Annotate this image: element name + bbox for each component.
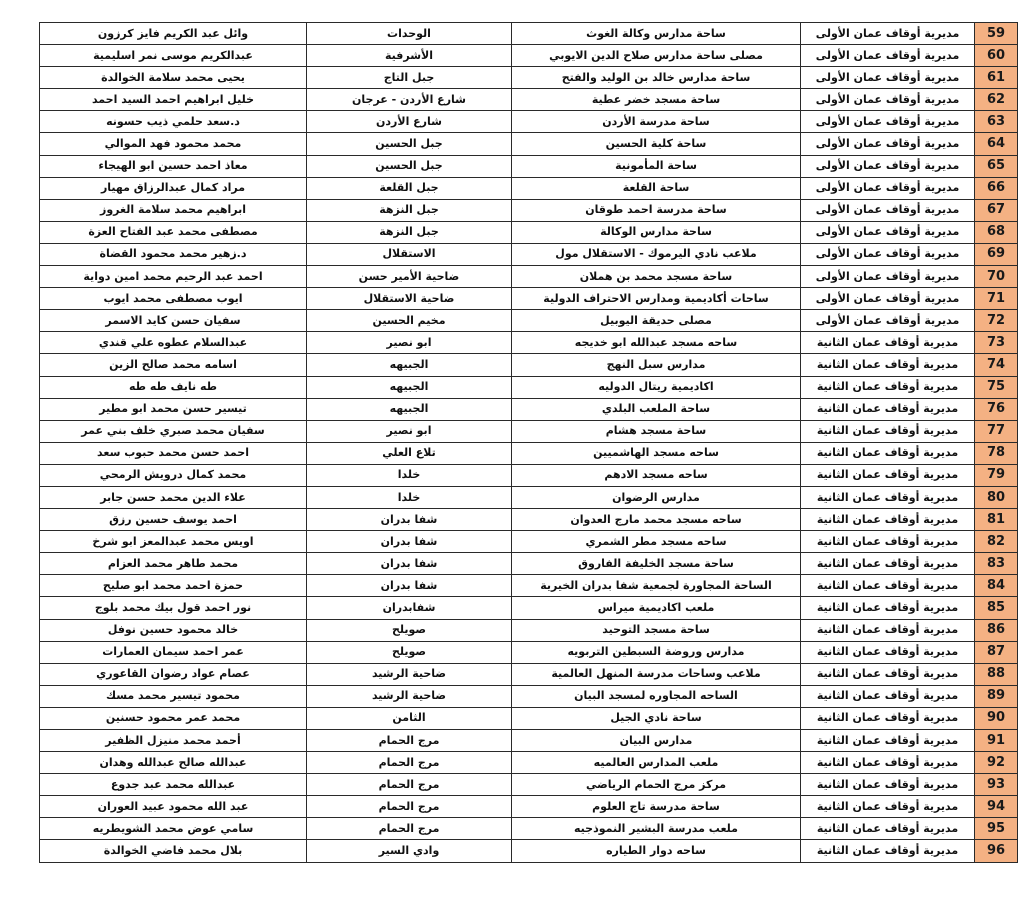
row-number: 80 xyxy=(975,486,1018,508)
site-cell: ساحة نادي الجيل xyxy=(512,707,801,729)
site-cell: ملاعب نادي اليرموك - الاستقلال مول xyxy=(512,243,801,265)
person-name-cell: محمد طاهر محمد العزام xyxy=(40,553,307,575)
row-number: 85 xyxy=(975,597,1018,619)
area-cell: جبل القلعة xyxy=(307,177,512,199)
person-name-cell: عبدالله صالح عبدالله وهدان xyxy=(40,752,307,774)
area-cell: شفا بدران xyxy=(307,531,512,553)
site-cell: ساحة مدارس الوكالة xyxy=(512,221,801,243)
table-row xyxy=(40,67,1018,89)
person-name-cell: سفيان محمد صبري خلف بني عمر xyxy=(40,420,307,442)
table-row xyxy=(40,420,1018,442)
row-number: 77 xyxy=(975,420,1018,442)
table-row xyxy=(40,398,1018,420)
row-number: 71 xyxy=(975,288,1018,310)
area-cell: الوحدات xyxy=(307,23,512,45)
table-body xyxy=(40,23,1018,863)
table-row xyxy=(40,199,1018,221)
site-cell: مدارس البيان xyxy=(512,730,801,752)
person-name-cell: سفيان حسن كايد الاسمر xyxy=(40,310,307,332)
person-name-cell: ايوب مصطفى محمد ايوب xyxy=(40,288,307,310)
table-row xyxy=(40,354,1018,376)
table-row xyxy=(40,45,1018,67)
directorate-cell: مديرية أوقاف عمان الثانية xyxy=(801,730,975,752)
area-cell: شفا بدران xyxy=(307,575,512,597)
document-sheet xyxy=(39,22,1017,863)
row-number: 79 xyxy=(975,464,1018,486)
row-number: 93 xyxy=(975,774,1018,796)
directorate-cell: مديرية أوقاف عمان الثانية xyxy=(801,597,975,619)
site-cell: ساحة مدارس وكالة الغوث xyxy=(512,23,801,45)
directorate-cell: مديرية أوقاف عمان الثانية xyxy=(801,575,975,597)
area-cell: الأشرفية xyxy=(307,45,512,67)
area-cell: ضاحية الرشيد xyxy=(307,663,512,685)
table-row xyxy=(40,486,1018,508)
person-name-cell: عمر احمد سيمان العمارات xyxy=(40,641,307,663)
person-name-cell: حمزة احمد محمد ابو صليح xyxy=(40,575,307,597)
table-row xyxy=(40,155,1018,177)
row-number: 73 xyxy=(975,332,1018,354)
directorate-cell: مديرية أوقاف عمان الثانية xyxy=(801,818,975,840)
table-row xyxy=(40,597,1018,619)
site-cell: ملعب اكاديمية ميراس xyxy=(512,597,801,619)
row-number: 62 xyxy=(975,89,1018,111)
directorate-cell: مديرية أوقاف عمان الثانية xyxy=(801,531,975,553)
directorate-cell: مديرية أوقاف عمان الأولى xyxy=(801,266,975,288)
row-number: 82 xyxy=(975,531,1018,553)
site-cell: مركز مرج الحمام الرياضي xyxy=(512,774,801,796)
table-row xyxy=(40,332,1018,354)
directorate-cell: مديرية أوقاف عمان الأولى xyxy=(801,111,975,133)
directorate-cell: مديرية أوقاف عمان الثانية xyxy=(801,354,975,376)
row-number: 81 xyxy=(975,509,1018,531)
table-row xyxy=(40,111,1018,133)
table-row xyxy=(40,442,1018,464)
directorate-cell: مديرية أوقاف عمان الأولى xyxy=(801,199,975,221)
directorate-cell: مديرية أوقاف عمان الثانية xyxy=(801,641,975,663)
row-number: 60 xyxy=(975,45,1018,67)
person-name-cell: خليل ابراهيم احمد السيد احمد xyxy=(40,89,307,111)
directorate-cell: مديرية أوقاف عمان الثانية xyxy=(801,398,975,420)
directorate-cell: مديرية أوقاف عمان الأولى xyxy=(801,23,975,45)
table-row xyxy=(40,707,1018,729)
area-cell: جبل التاج xyxy=(307,67,512,89)
site-cell: ساحة المأمونية xyxy=(512,155,801,177)
area-cell: الجبيهه xyxy=(307,398,512,420)
site-cell: ساحة مسجد التوحيد xyxy=(512,619,801,641)
person-name-cell: محمود تيسير محمد مسك xyxy=(40,685,307,707)
site-cell: ساحة مسجد محمد بن هملان xyxy=(512,266,801,288)
site-cell: مدارس سبل النهج xyxy=(512,354,801,376)
table-row xyxy=(40,376,1018,398)
person-name-cell: ابراهيم محمد سلامة الغروز xyxy=(40,199,307,221)
site-cell: ساحة الملعب البلدي xyxy=(512,398,801,420)
row-number: 90 xyxy=(975,707,1018,729)
area-cell: الجبيهه xyxy=(307,376,512,398)
directorate-cell: مديرية أوقاف عمان الثانية xyxy=(801,509,975,531)
site-cell: ساحة مسجد الخليفة الفاروق xyxy=(512,553,801,575)
row-number: 75 xyxy=(975,376,1018,398)
person-name-cell: علاء الدين محمد حسن جابر xyxy=(40,486,307,508)
site-cell: مدارس الرضوان xyxy=(512,486,801,508)
row-number: 87 xyxy=(975,641,1018,663)
person-name-cell: احمد يوسف حسين رزق xyxy=(40,509,307,531)
table-row xyxy=(40,89,1018,111)
area-cell: صويلح xyxy=(307,619,512,641)
directorate-cell: مديرية أوقاف عمان الثانية xyxy=(801,553,975,575)
site-cell: ساحة مدرسة الأردن xyxy=(512,111,801,133)
site-cell: ساحه مسجد عبدالله ابو خديجه xyxy=(512,332,801,354)
row-number: 83 xyxy=(975,553,1018,575)
site-cell: ساحات أكاديمية ومدارس الاحتراف الدولية xyxy=(512,288,801,310)
row-number: 65 xyxy=(975,155,1018,177)
directorate-cell: مديرية أوقاف عمان الأولى xyxy=(801,45,975,67)
person-name-cell: مصطفى محمد عبد الفتاح العزة xyxy=(40,221,307,243)
person-name-cell: احمد عبد الرحيم محمد امين دواية xyxy=(40,266,307,288)
person-name-cell: د.سعد حلمي ذيب حسونه xyxy=(40,111,307,133)
area-cell: تلاع العلي xyxy=(307,442,512,464)
directorate-cell: مديرية أوقاف عمان الثانية xyxy=(801,486,975,508)
prayer-sites-table xyxy=(39,22,1018,863)
table-row xyxy=(40,243,1018,265)
site-cell: ساحة مدارس خالد بن الوليد والفتح xyxy=(512,67,801,89)
row-number: 96 xyxy=(975,840,1018,862)
directorate-cell: مديرية أوقاف عمان الأولى xyxy=(801,221,975,243)
site-cell: مدارس وروضة السبطين التربويه xyxy=(512,641,801,663)
table-row xyxy=(40,509,1018,531)
directorate-cell: مديرية أوقاف عمان الأولى xyxy=(801,133,975,155)
area-cell: خلدا xyxy=(307,486,512,508)
directorate-cell: مديرية أوقاف عمان الأولى xyxy=(801,243,975,265)
area-cell: ابو نصير xyxy=(307,420,512,442)
row-number: 78 xyxy=(975,442,1018,464)
table-row xyxy=(40,553,1018,575)
row-number: 89 xyxy=(975,685,1018,707)
directorate-cell: مديرية أوقاف عمان الأولى xyxy=(801,67,975,89)
person-name-cell: معاذ احمد حسين ابو الهيجاء xyxy=(40,155,307,177)
person-name-cell: د.زهير محمد محمود القضاة xyxy=(40,243,307,265)
area-cell: مرج الحمام xyxy=(307,796,512,818)
area-cell: الاستقلال xyxy=(307,243,512,265)
table-row xyxy=(40,840,1018,862)
row-number: 88 xyxy=(975,663,1018,685)
area-cell: جبل النزهة xyxy=(307,221,512,243)
area-cell: صويلح xyxy=(307,641,512,663)
row-number: 64 xyxy=(975,133,1018,155)
directorate-cell: مديرية أوقاف عمان الثانية xyxy=(801,376,975,398)
site-cell: اكاديمية ريتال الدوليه xyxy=(512,376,801,398)
area-cell: ضاحية الأمير حسن xyxy=(307,266,512,288)
person-name-cell: أحمد محمد منيزل الظفير xyxy=(40,730,307,752)
table-row xyxy=(40,221,1018,243)
directorate-cell: مديرية أوقاف عمان الأولى xyxy=(801,310,975,332)
site-cell: ساحة مدرسة تاج العلوم xyxy=(512,796,801,818)
site-cell: الساحة المجاورة لجمعية شفا بدران الخيرية xyxy=(512,575,801,597)
table-row xyxy=(40,752,1018,774)
directorate-cell: مديرية أوقاف عمان الثانية xyxy=(801,774,975,796)
site-cell: ساحة مدرسة احمد طوقان xyxy=(512,199,801,221)
area-cell: ضاحية الرشيد xyxy=(307,685,512,707)
row-number: 74 xyxy=(975,354,1018,376)
row-number: 72 xyxy=(975,310,1018,332)
person-name-cell: بلال محمد فاضي الخوالدة xyxy=(40,840,307,862)
person-name-cell: محمد عمر محمود حسنين xyxy=(40,707,307,729)
person-name-cell: طه نايف طه طه xyxy=(40,376,307,398)
area-cell: شفا بدران xyxy=(307,553,512,575)
row-number: 69 xyxy=(975,243,1018,265)
directorate-cell: مديرية أوقاف عمان الأولى xyxy=(801,155,975,177)
directorate-cell: مديرية أوقاف عمان الثانية xyxy=(801,619,975,641)
directorate-cell: مديرية أوقاف عمان الثانية xyxy=(801,685,975,707)
table-row xyxy=(40,818,1018,840)
site-cell: ساحه مسجد محمد مارج العدوان xyxy=(512,509,801,531)
person-name-cell: نور احمد قول بيك محمد بلوج xyxy=(40,597,307,619)
directorate-cell: مديرية أوقاف عمان الثانية xyxy=(801,663,975,685)
site-cell: ملعب المدارس العالميه xyxy=(512,752,801,774)
area-cell: شفابدران xyxy=(307,597,512,619)
area-cell: شفا بدران xyxy=(307,509,512,531)
area-cell: مرج الحمام xyxy=(307,752,512,774)
site-cell: ساحه دوار الطياره xyxy=(512,840,801,862)
area-cell: جبل النزهة xyxy=(307,199,512,221)
person-name-cell: خالد محمود حسين نوفل xyxy=(40,619,307,641)
area-cell: مرج الحمام xyxy=(307,730,512,752)
row-number: 63 xyxy=(975,111,1018,133)
area-cell: مخيم الحسين xyxy=(307,310,512,332)
area-cell: الجبيهه xyxy=(307,354,512,376)
table-row xyxy=(40,685,1018,707)
row-number: 91 xyxy=(975,730,1018,752)
site-cell: ساحه مسجد مطر الشمري xyxy=(512,531,801,553)
row-number: 92 xyxy=(975,752,1018,774)
row-number: 59 xyxy=(975,23,1018,45)
person-name-cell: محمد محمود فهد الموالي xyxy=(40,133,307,155)
person-name-cell: يحيى محمد سلامة الخوالدة xyxy=(40,67,307,89)
row-number: 66 xyxy=(975,177,1018,199)
person-name-cell: عبد الله محمود عبيد العوران xyxy=(40,796,307,818)
table-row xyxy=(40,575,1018,597)
person-name-cell: وائل عبد الكريم فايز كرزون xyxy=(40,23,307,45)
directorate-cell: مديرية أوقاف عمان الثانية xyxy=(801,332,975,354)
row-number: 70 xyxy=(975,266,1018,288)
site-cell: ساحة مسجد خضر عطية xyxy=(512,89,801,111)
table-row xyxy=(40,177,1018,199)
person-name-cell: تيسير حسن محمد ابو مطير xyxy=(40,398,307,420)
table-row xyxy=(40,663,1018,685)
table-row xyxy=(40,730,1018,752)
site-cell: ساحه مسجد الهاشميين xyxy=(512,442,801,464)
area-cell: شارع الأردن - عرجان xyxy=(307,89,512,111)
table-row xyxy=(40,23,1018,45)
person-name-cell: عبدالكريم موسى نمر اسليمية xyxy=(40,45,307,67)
table-row xyxy=(40,266,1018,288)
area-cell: مرج الحمام xyxy=(307,774,512,796)
person-name-cell: عصام عواد رضوان القاعوري xyxy=(40,663,307,685)
area-cell: ابو نصير xyxy=(307,332,512,354)
row-number: 95 xyxy=(975,818,1018,840)
table-row xyxy=(40,310,1018,332)
site-cell: مصلى ساحة مدارس صلاح الدين الايوبي xyxy=(512,45,801,67)
directorate-cell: مديرية أوقاف عمان الثانية xyxy=(801,840,975,862)
table-row xyxy=(40,619,1018,641)
table-row xyxy=(40,531,1018,553)
directorate-cell: مديرية أوقاف عمان الثانية xyxy=(801,420,975,442)
site-cell: ساحه مسجد الادهم xyxy=(512,464,801,486)
directorate-cell: مديرية أوقاف عمان الأولى xyxy=(801,177,975,199)
site-cell: الساحه المجاوره لمسجد البيان xyxy=(512,685,801,707)
directorate-cell: مديرية أوقاف عمان الثانية xyxy=(801,442,975,464)
area-cell: جبل الحسين xyxy=(307,133,512,155)
row-number: 67 xyxy=(975,199,1018,221)
area-cell: مرج الحمام xyxy=(307,818,512,840)
table-row xyxy=(40,796,1018,818)
directorate-cell: مديرية أوقاف عمان الثانية xyxy=(801,796,975,818)
site-cell: ملاعب وساحات مدرسة المنهل العالمية xyxy=(512,663,801,685)
row-number: 76 xyxy=(975,398,1018,420)
person-name-cell: سامي عوض محمد الشويطريه xyxy=(40,818,307,840)
area-cell: جبل الحسين xyxy=(307,155,512,177)
area-cell: الثامن xyxy=(307,707,512,729)
row-number: 68 xyxy=(975,221,1018,243)
person-name-cell: اويس محمد عبدالمعز ابو شرخ xyxy=(40,531,307,553)
site-cell: ساحة كلية الحسين xyxy=(512,133,801,155)
area-cell: شارع الأردن xyxy=(307,111,512,133)
directorate-cell: مديرية أوقاف عمان الأولى xyxy=(801,288,975,310)
table-row xyxy=(40,288,1018,310)
person-name-cell: مراد كمال عبدالرزاق مهيار xyxy=(40,177,307,199)
table-row xyxy=(40,464,1018,486)
area-cell: خلدا xyxy=(307,464,512,486)
person-name-cell: عبدالسلام عطوه علي قندي xyxy=(40,332,307,354)
person-name-cell: محمد كمال درويش الرمحي xyxy=(40,464,307,486)
directorate-cell: مديرية أوقاف عمان الأولى xyxy=(801,89,975,111)
row-number: 86 xyxy=(975,619,1018,641)
area-cell: ضاحية الاستقلال xyxy=(307,288,512,310)
person-name-cell: اسامه محمد صالح الزين xyxy=(40,354,307,376)
row-number: 84 xyxy=(975,575,1018,597)
site-cell: ساحة القلعة xyxy=(512,177,801,199)
directorate-cell: مديرية أوقاف عمان الثانية xyxy=(801,464,975,486)
person-name-cell: عبدالله محمد عبد جدوع xyxy=(40,774,307,796)
table-row xyxy=(40,133,1018,155)
site-cell: ملعب مدرسة البشير النموذجيه xyxy=(512,818,801,840)
person-name-cell: احمد حسن محمد حبوب سعد xyxy=(40,442,307,464)
directorate-cell: مديرية أوقاف عمان الثانية xyxy=(801,707,975,729)
site-cell: ساحة مسجد هشام xyxy=(512,420,801,442)
directorate-cell: مديرية أوقاف عمان الثانية xyxy=(801,752,975,774)
row-number: 61 xyxy=(975,67,1018,89)
row-number: 94 xyxy=(975,796,1018,818)
area-cell: وادي السير xyxy=(307,840,512,862)
site-cell: مصلى حديقة اليوبيل xyxy=(512,310,801,332)
table-row xyxy=(40,641,1018,663)
table-row xyxy=(40,774,1018,796)
